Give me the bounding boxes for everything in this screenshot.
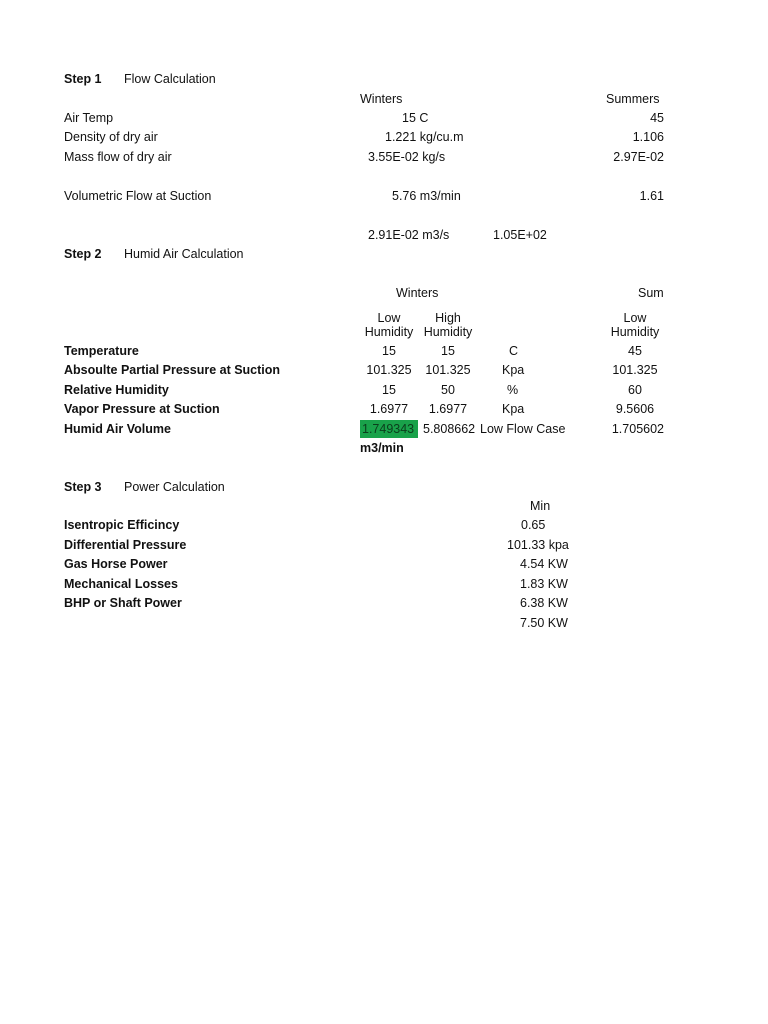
humid-air-volume-summer: 1.705602 xyxy=(611,422,664,436)
humid-air-volume-unit: m3/min xyxy=(360,441,404,455)
abs-pressure-high: 101.325 xyxy=(425,363,471,377)
air-temp-summers: 45 xyxy=(650,111,664,125)
step3-col-min: Min xyxy=(530,499,551,513)
vapor-pressure-high: 1.6977 xyxy=(428,402,468,416)
mech-losses-value: 1.83 KW xyxy=(520,577,568,591)
mass-flow-winters: 3.55E-02 kg/s xyxy=(368,150,446,164)
row-label-gas-hp: Gas Horse Power xyxy=(64,557,168,571)
step3-label: Step 3 xyxy=(64,480,102,494)
sub-low-line1: Low xyxy=(377,311,401,325)
row-label-rel-humidity: Relative Humidity xyxy=(64,383,169,397)
flow-m3s: 2.91E-02 m3/s xyxy=(368,228,450,242)
humid-air-volume-low-highlighted[interactable]: 1.749343 xyxy=(360,420,418,438)
humid-air-volume-note: Low Flow Case xyxy=(480,422,566,436)
sub-summer-low-line1: Low xyxy=(623,311,647,325)
isentropic-value: 0.65 xyxy=(521,518,546,532)
sub-high-line2: Humidity xyxy=(423,325,473,339)
power-total: 7.50 KW xyxy=(520,616,568,630)
humid-air-volume-high: 5.808662 xyxy=(423,422,476,436)
temperature-high: 15 xyxy=(441,344,455,358)
row-label-mass-flow: Mass flow of dry air xyxy=(64,150,172,164)
air-temp-winters: 15 C xyxy=(402,111,429,125)
row-label-bhp: BHP or Shaft Power xyxy=(64,596,182,610)
flow-sci: 1.05E+02 xyxy=(493,228,547,242)
density-summers: 1.106 xyxy=(632,130,664,144)
step1-col-winters: Winters xyxy=(360,92,403,106)
rel-humidity-high: 50 xyxy=(441,383,455,397)
density-winters: 1.221 kg/cu.m xyxy=(385,130,464,144)
temperature-unit: C xyxy=(509,344,519,358)
bhp-value: 6.38 KW xyxy=(520,596,568,610)
row-label-vapor-pressure: Vapor Pressure at Suction xyxy=(64,402,220,416)
vapor-pressure-summer: 9.5606 xyxy=(615,402,655,416)
vol-flow-summers: 1.61 xyxy=(639,189,664,203)
step2-title: Humid Air Calculation xyxy=(124,247,244,261)
diff-pressure-value: 101.33 kpa xyxy=(507,538,569,552)
rel-humidity-unit: % xyxy=(507,383,519,397)
mass-flow-summers: 2.97E-02 xyxy=(613,150,664,164)
step1-col-summers: Summers xyxy=(606,92,660,106)
vapor-pressure-unit: Kpa xyxy=(502,402,525,416)
row-label-air-temp: Air Temp xyxy=(64,111,114,125)
temperature-summer: 45 xyxy=(628,344,642,358)
vapor-pressure-low: 1.6977 xyxy=(369,402,409,416)
abs-pressure-low: 101.325 xyxy=(366,363,412,377)
row-label-abs-pressure: Absoulte Partial Pressure at Suction xyxy=(64,363,281,377)
step1-label: Step 1 xyxy=(64,72,102,86)
abs-pressure-summer: 101.325 xyxy=(612,363,658,377)
vol-flow-winters: 5.76 m3/min xyxy=(392,189,461,203)
sub-summer-low-line2: Humidity xyxy=(610,325,660,339)
row-label-temperature: Temperature xyxy=(64,344,139,358)
step2-label: Step 2 xyxy=(64,247,102,261)
temperature-low: 15 xyxy=(382,344,396,358)
row-label-humid-air-volume: Humid Air Volume xyxy=(64,422,171,436)
step2-group-winters: Winters xyxy=(396,286,439,300)
row-label-diff-pressure: Differential Pressure xyxy=(64,538,187,552)
row-label-mech-losses: Mechanical Losses xyxy=(64,577,178,591)
step2-group-summers: Sum xyxy=(638,286,664,300)
rel-humidity-summer: 60 xyxy=(628,383,642,397)
abs-pressure-unit: Kpa xyxy=(502,363,525,377)
sub-high-line1: High xyxy=(435,311,461,325)
row-label-isentropic: Isentropic Efficincy xyxy=(64,518,180,532)
rel-humidity-low: 15 xyxy=(382,383,396,397)
row-label-vol-flow: Volumetric Flow at Suction xyxy=(64,189,212,203)
step3-title: Power Calculation xyxy=(124,480,225,494)
gas-hp-value: 4.54 KW xyxy=(520,557,568,571)
row-label-density: Density of dry air xyxy=(64,130,158,144)
sub-low-line2: Humidity xyxy=(364,325,414,339)
step1-title: Flow Calculation xyxy=(124,72,216,86)
